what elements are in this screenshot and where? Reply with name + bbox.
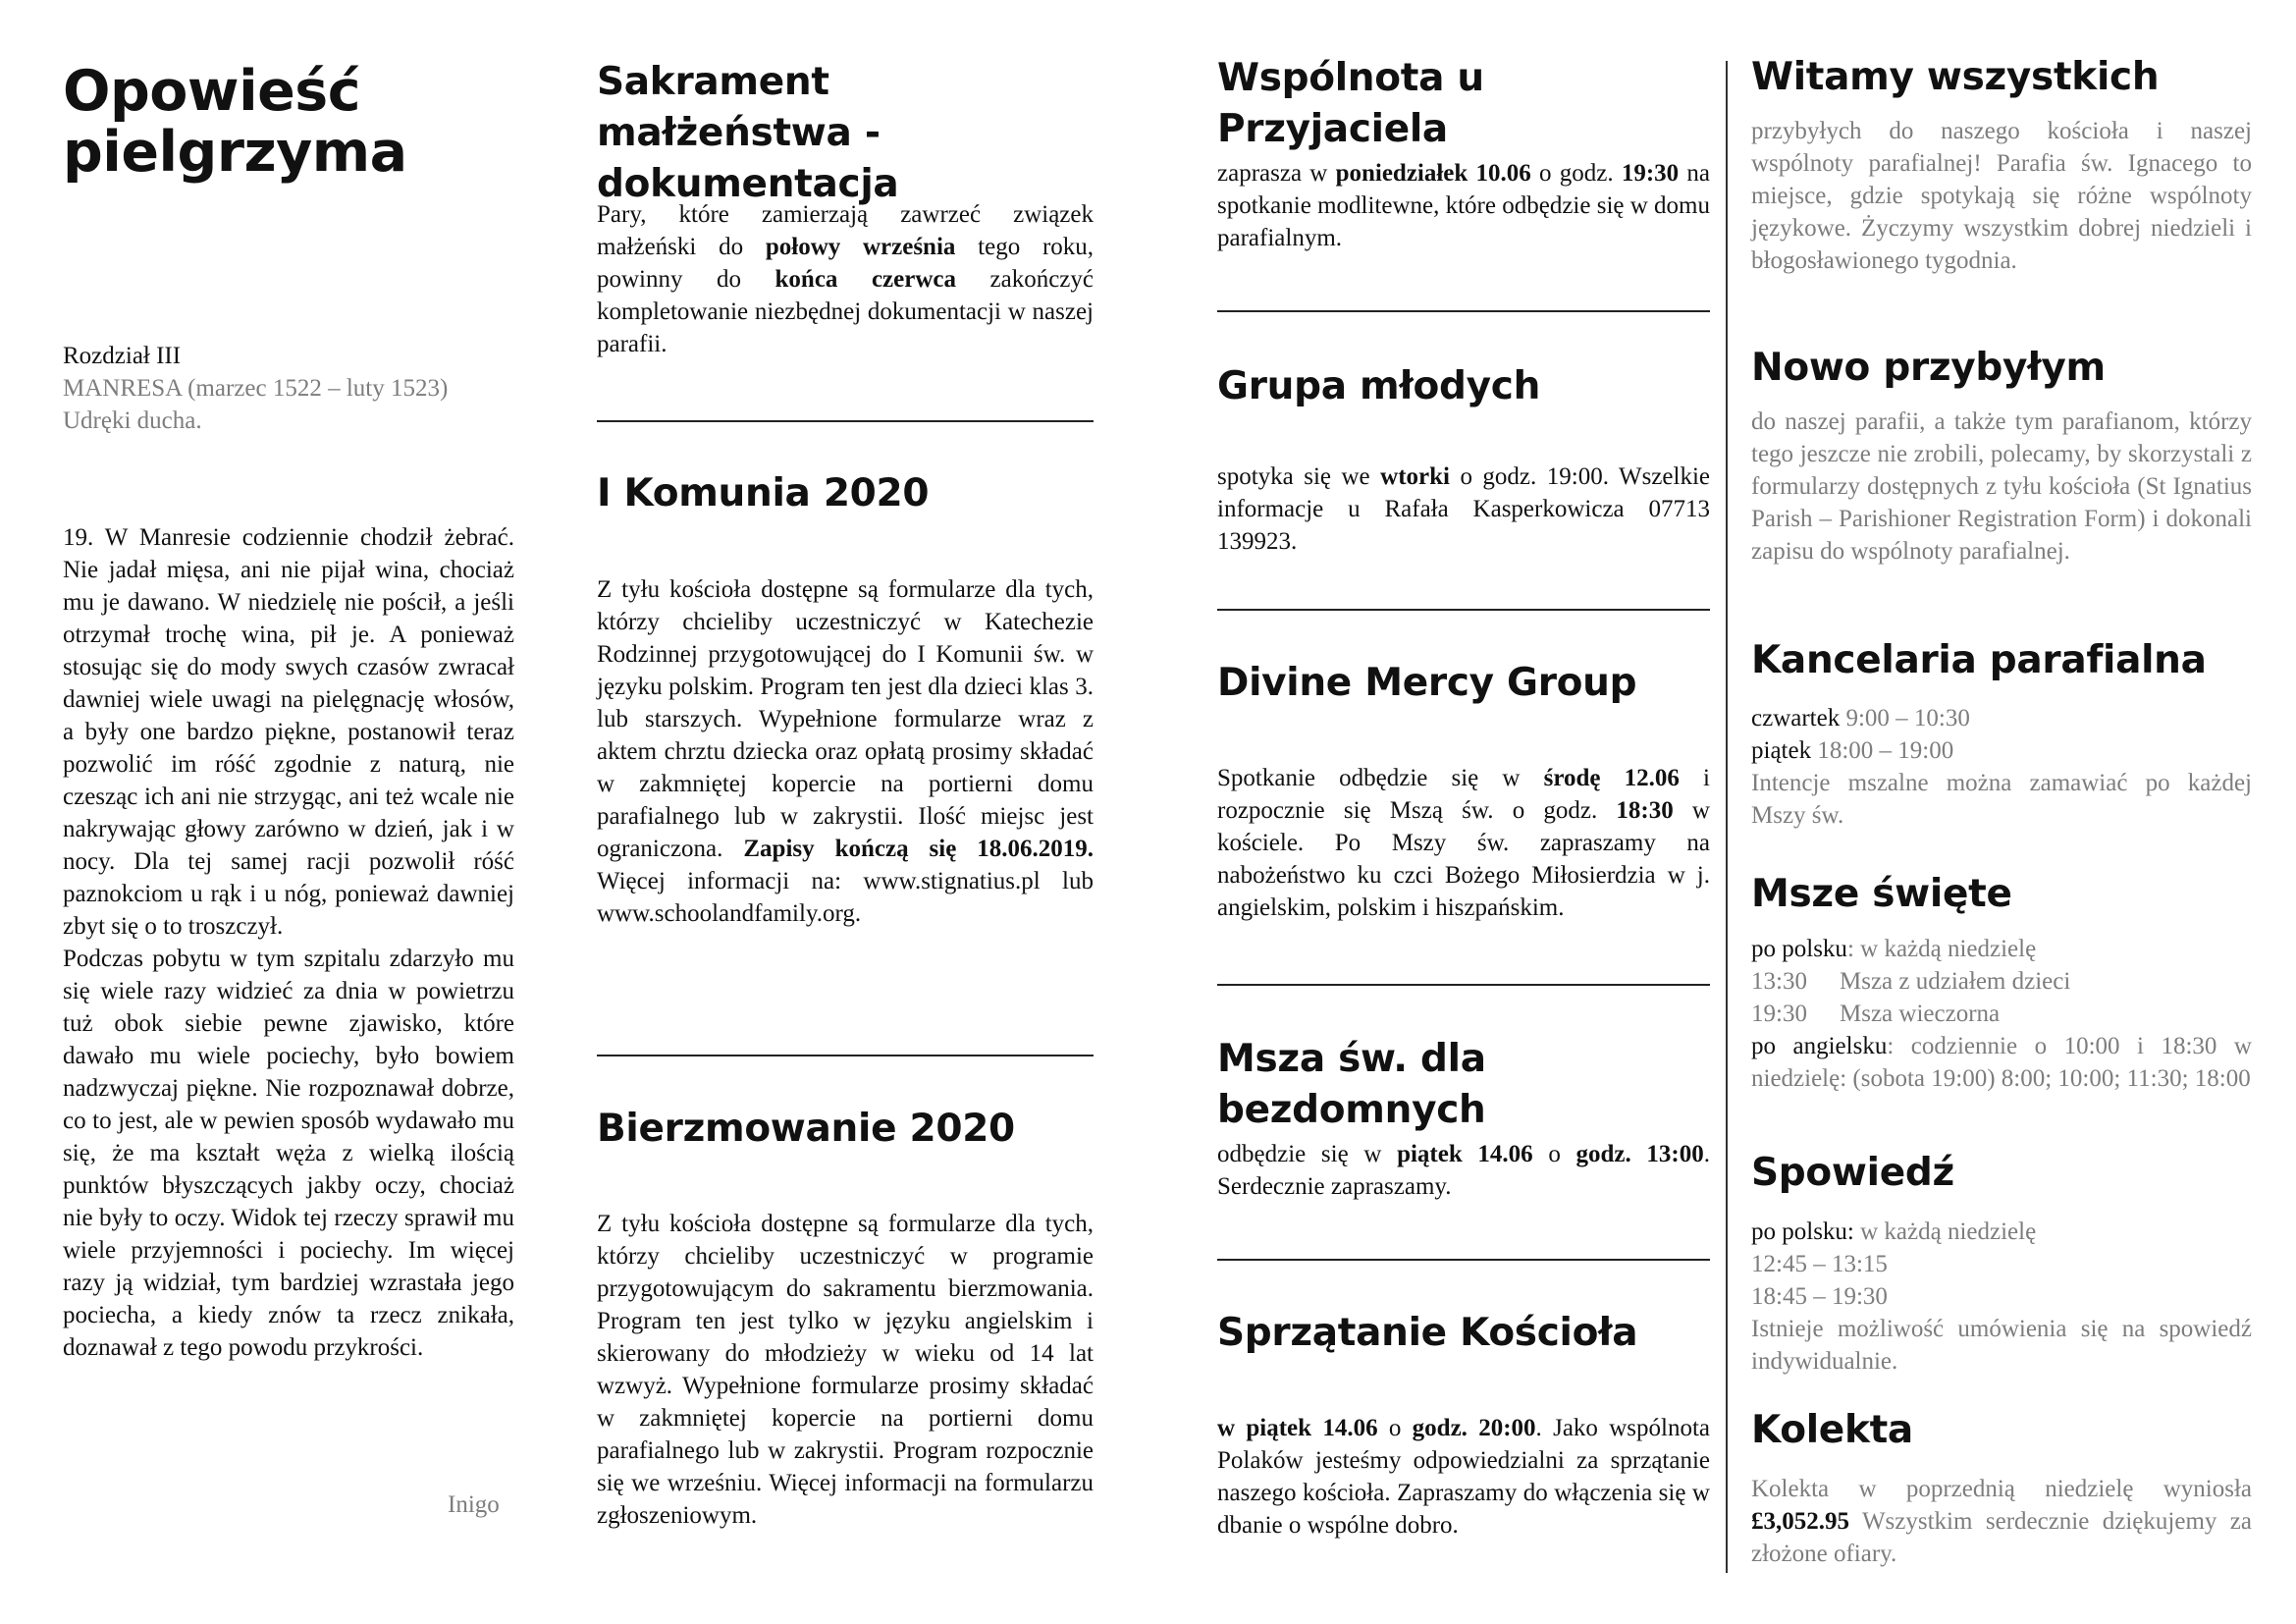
- homeless-mass-title: Msza św. dla bezdomnych: [1217, 1037, 1486, 1132]
- divider: [1217, 984, 1710, 986]
- office-hours-row: piątek 18:00 – 19:00: [1751, 737, 1954, 764]
- confirmation-body: Z tyłu kościoła dostępne są formularze dla tych, którzy chcieliby uczestniczyć w programie przygotowującym do sakramentu bierzmowania. Program ten jest tylko w języku angielskim i skierowany do młodzieży w wieku od 14 lat wzwyż. Wypełnione formularze prosimy składać w zakmniętej kopercie na portierni domu parafialnego lub w zakrystii. Program rozpocznie się we wrześniu. Więcej informacji na formularzu zgłoszeniowym.: [597, 1211, 1094, 1529]
- office-hours: [1751, 702, 2252, 832]
- youth-group-body: spotyka się we wtorki o godz. 19:00. Wszelkie informacje u Rafała Kasperkowicza 07713 139923.: [1217, 463, 1710, 555]
- collection-body: Kolekta w poprzednią niedzielę wyniosła £3,052.95 Wszystkim serdecznie dziękujemy za złożone ofiary.: [1751, 1476, 2252, 1567]
- newcomers-title: Nowo przybyłym: [1751, 346, 2106, 390]
- story-body: [63, 521, 514, 1364]
- newcomers-body: do naszej parafii, a także tym parafianom, którzy tego jeszcze nie zrobili, polecamy, by skorzystali z formularzy dostępnych z tyłu kościoła (St Ignatius Parish – Parishioner Registration Form) i dokonali zapisu do wspólnoty parafialnej.: [1751, 408, 2252, 565]
- homeless-mass-body: odbędzie się w piątek 14.06 o godz. 13:00. Serdecznie zapraszamy.: [1217, 1141, 1710, 1200]
- divider: [1217, 609, 1710, 611]
- divider: [1217, 310, 1710, 312]
- communion-title: I Komunia 2020: [597, 471, 930, 515]
- masses-schedule: [1751, 933, 2252, 1095]
- office-note: Intencje mszalne można zamawiać po każdej Mszy św.: [1751, 770, 2252, 829]
- masses-english: po angielsku: codziennie o 10:00 i 18:30 w niedzielę: (sobota 19:00) 8:00; 10:00; 11:30; 18:00: [1751, 1033, 2252, 1092]
- welcome-title: Witamy wszystkich: [1751, 55, 2160, 99]
- masses-title: Msze święte: [1751, 872, 2012, 916]
- chapter-place-dates: MANRESA (marzec 1522 – luty 1523): [63, 375, 449, 402]
- masses-row: 13:30 Msza z udziałem dzieci: [1751, 968, 2071, 995]
- story-title-line2: pielgrzyma: [63, 120, 407, 185]
- chapter-subtitle: Udręki ducha.: [63, 407, 202, 434]
- story-signature: Inigo: [448, 1491, 500, 1518]
- marriage-title-line2: dokumentacja: [597, 162, 899, 206]
- confession-schedule: [1751, 1216, 2252, 1378]
- office-title: Kancelaria parafialna: [1751, 638, 2207, 682]
- marriage-title: [597, 57, 1094, 210]
- youth-group-title: Grupa młodych: [1217, 364, 1541, 408]
- office-hours-row: czwartek 9:00 – 10:30: [1751, 705, 1970, 731]
- masses-row: 19:30 Msza wieczorna: [1751, 1001, 2001, 1027]
- divine-mercy-title: Divine Mercy Group: [1217, 661, 1637, 705]
- confession-row: 12:45 – 13:15: [1751, 1251, 1888, 1277]
- confession-polish: po polsku: w każdą niedzielę: [1751, 1218, 2037, 1245]
- chapter-label: Rozdział III: [63, 343, 182, 369]
- confession-note: Istnieje możliwość umówienia się na spowiedź indywidualnie.: [1751, 1316, 2252, 1375]
- church-cleaning-title: Sprzątanie Kościoła: [1217, 1311, 1638, 1355]
- marriage-body: Pary, które zamierzają zawrzeć związek małżeński do połowy września tego roku, powinny do końca czerwca zakończyć kompletowanie niezbędnej dokumentacji w naszej parafii.: [597, 201, 1095, 357]
- masses-polish: po polsku: w każdą niedzielę: [1751, 936, 2037, 962]
- marriage-title-line1: Sakrament małżeństwa -: [597, 60, 881, 155]
- divider: [1217, 1259, 1710, 1261]
- chapter-heading: [63, 340, 514, 437]
- friend-community-body: zaprasza w poniedziałek 10.06 o godz. 19:30 na spotkanie modlitewne, które odbędzie się w domu parafialnym.: [1217, 160, 1710, 251]
- story-title-line1: Opowieść: [63, 59, 360, 124]
- confirmation-title: Bierzmowanie 2020: [597, 1107, 1015, 1151]
- divider: [597, 420, 1094, 422]
- collection-title: Kolekta: [1751, 1408, 1913, 1452]
- divider: [597, 1055, 1094, 1056]
- story-paragraph-2: Podczas pobytu w tym szpitalu zdarzyło mu się wiele razy widzieć za dnia w powietrzu tuż obok siebie pewne zjawisko, które dawało mu wiele pociechy, było bowiem nadzwyczaj piękne. Nie rozpoznawał dobrze, co to jest, ale w pewien sposób wydawało mu się, że ma kształt węża z wielką ilością punktów błyszczących jakby oczy, chociaż nie były to oczy. Widok tej rzeczy sprawił mu wiele przyjemności i pociechy. Im więcej razy ją widział, tym bardziej wzrastała jego pociecha, a kiedy znów ta rzecz znikała, doznawał z tego powodu przykrości.: [63, 946, 514, 1361]
- church-cleaning-body: w piątek 14.06 o godz. 20:00. Jako wspólnota Polaków jesteśmy odpowiedzialni za sprzątanie naszego kościoła. Zapraszamy do włączenia się w dbanie o wspólne dobro.: [1217, 1415, 1710, 1539]
- divine-mercy-body: Spotkanie odbędzie się w środę 12.06 i rozpocznie się Mszą św. o godz. 18:30 w kościele. Po Mszy św. zapraszamy na nabożeństwo ku czci Bożego Miłosierdzia w j. angielskim, polskim i hiszpańskim.: [1217, 765, 1710, 921]
- confession-row: 18:45 – 19:30: [1751, 1283, 1888, 1310]
- story-paragraph-1: 19. W Manresie codziennie chodził żebrać. Nie jadał mięsa, ani nie pijał wina, chociaż mu je dawano. W niedzielę nie pościł, a jeśli otrzymał trochę wina, pił je. A ponieważ stosując się do mody swych czasów zwracał dawniej wiele uwagi na pielęgnację włosów, a były one bardzo piękne, postanowił teraz pozwolić im róść zgodnie z naturą, nie czesząc ich ani nie strzygąc, ani też wcale nie nakrywając głowy zarówno w dzień, jak i w nocy. Dla tej samej racji pozwolił róść paznokciom u rąk i u nóg, ponieważ dawniej zbyt się o to troszczył.: [63, 524, 514, 940]
- story-title: [63, 61, 514, 183]
- welcome-body: przybyłych do naszego kościoła i naszej wspólnoty parafialnej! Parafia św. Ignacego to miejsce, gdzie spotykają się różne wspólnoty językowe. Życzymy wszystkim dobrej niedzieli i błogosławionego tygodnia.: [1751, 118, 2252, 274]
- column-divider: [1726, 61, 1728, 1573]
- friend-community-title: Wspólnota u Przyjaciela: [1217, 56, 1484, 151]
- communion-body: Z tyłu kościoła dostępne są formularze dla tych, którzy chcieliby uczestniczyć w Katechezie Rodzinnej przygotowującej do I Komunii św. w języku polskim. Program ten jest dla dzieci klas 3. lub starszych. Wypełnione formularze wraz z aktem chrztu dziecka oraz opłatą prosimy składać w zakmniętej kopercie na portierni domu parafialnego lub w zakrystii. Ilość miejsc jest ograniczona. Zapisy kończą się 18.06.2019. Więcej informacji na: www.stignatius.pl lub www.schoolandfamily.org.: [597, 576, 1094, 927]
- confession-title: Spowiedź: [1751, 1151, 1954, 1195]
